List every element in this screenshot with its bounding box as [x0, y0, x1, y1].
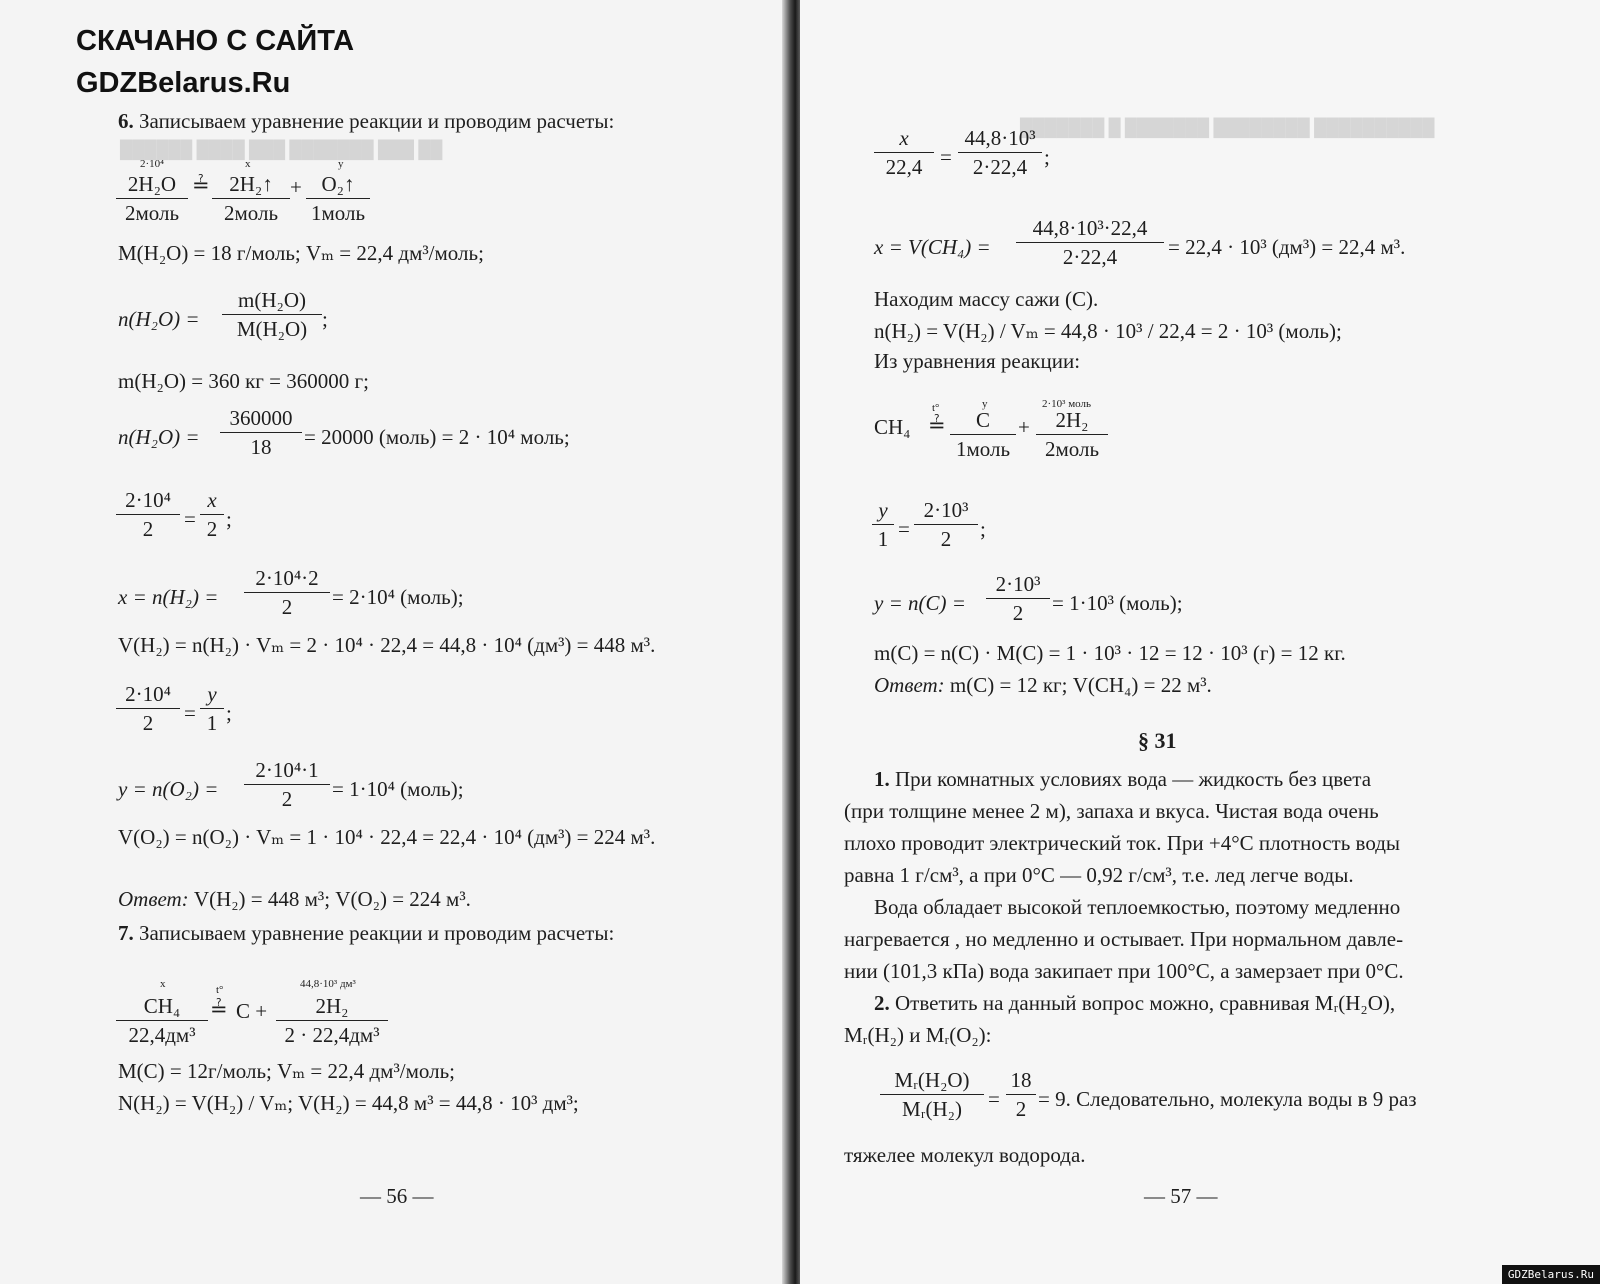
eq1-above-h2o: 2·10⁴	[140, 158, 164, 170]
eq3-c: C	[950, 406, 1016, 435]
p1-line-1-text: При комнатных условиях вода — жидкость без цвета	[895, 767, 1372, 791]
prop3-num-right: 2·10³	[914, 496, 978, 525]
prop3-num-left: y	[872, 496, 894, 525]
prop3-end: ;	[980, 517, 986, 541]
line-find-soot: Находим массу сажи (C).	[874, 287, 1099, 311]
prop3-frac-left	[872, 496, 894, 553]
eq2-h2-den: 2 · 22,4дм³	[284, 1023, 380, 1047]
bleed-through-text: ██████████ ████████ ███████ █ ███████	[1020, 118, 1435, 137]
prop2-eq: =	[184, 701, 196, 725]
line-mass-water: m(H₂O) = 360 кг = 360000 г;	[118, 369, 369, 393]
eq3-above-c: y	[982, 398, 988, 410]
y-lhs: y = n(O₂) =	[118, 777, 219, 801]
eq2-ch4-den: 22,4дм³	[128, 1023, 196, 1047]
eq2-above-h2: 44,8·10³ дм³	[300, 978, 356, 990]
prop2-end: ;	[226, 701, 232, 725]
ratio-denominator: Mᵣ(H₂)	[902, 1097, 962, 1121]
paragraph-1-line-2: (при толщине менее 2 м), запаха и вкуса. Чистая вода очень	[844, 799, 1379, 823]
line-mass-carbon: m(C) = n(C) · M(C) = 1 · 10³ · 12 = 12 · 10³ (г) = 12 кг.	[874, 641, 1346, 665]
prop2-frac-right	[200, 680, 224, 737]
paragraph-3-line-1	[874, 990, 1395, 1016]
prop2-num-right: y	[200, 680, 224, 709]
vch4-fraction	[1016, 214, 1164, 271]
site-corner-mark: GDZBelarus.Ru	[1502, 1265, 1600, 1284]
eq1-above-h2: x	[245, 158, 251, 170]
eq3-h2-frac	[1036, 406, 1108, 463]
eq3-arrow: ≟	[928, 413, 946, 437]
ratio-frac-right	[1006, 1066, 1036, 1123]
x-lhs: x = n(H₂) =	[118, 585, 219, 609]
prop1-eq: =	[184, 507, 196, 531]
line-molar-carbon: M(C) = 12г/моль; Vₘ = 22,4 дм³/моль;	[118, 1059, 456, 1083]
eq1-h2-den: 2моль	[223, 201, 279, 225]
eq1-h2o-den: 2моль	[124, 201, 180, 225]
page-number-left: — 56 —	[360, 1184, 434, 1208]
n-h2o-end: ;	[322, 307, 328, 331]
eq2-ch4-frac	[116, 992, 208, 1049]
f1-num-right: 44,8·10³	[958, 124, 1042, 153]
q7-heading	[118, 920, 614, 946]
eq2-arrow: ≟	[210, 997, 228, 1021]
n-h2o-denominator: M(H₂O)	[236, 317, 308, 341]
n-calc-numerator: 360000	[220, 404, 302, 433]
line-volume-o2: V(O₂) = n(O₂) · Vₘ = 1 · 10⁴ · 22,4 = 22,4 · 10⁴ (дм³) = 224 м³.	[118, 825, 656, 849]
f1-end: ;	[1044, 145, 1050, 169]
prop3-den-right: 2	[940, 527, 952, 551]
q6-number: 6.	[118, 109, 134, 133]
f1-frac-left	[874, 124, 934, 181]
eq3-c-frac	[950, 406, 1016, 463]
x-numerator: 2·10⁴·2	[244, 564, 330, 593]
p3-line-1-text: Ответить на данный вопрос можно, сравнивая Mᵣ(H₂O),	[895, 991, 1396, 1015]
vch4-denominator: 2·22,4	[1062, 245, 1118, 269]
yc-lhs: y = n(C) =	[874, 591, 966, 615]
prop2-den-left: 2	[142, 711, 154, 735]
prop1-end: ;	[226, 507, 232, 531]
f1-eq: =	[940, 145, 952, 169]
f1-frac-right	[958, 124, 1042, 181]
x-fraction	[244, 564, 330, 621]
right-page	[800, 0, 1600, 1284]
vch4-lhs: x = V(CH₄) =	[874, 235, 991, 259]
n-calc-denominator: 18	[250, 435, 272, 459]
q7-number: 7.	[118, 921, 134, 945]
n-h2o-numerator: m(H₂O)	[222, 286, 322, 315]
yc-rhs: = 1·10³ (моль);	[1052, 591, 1183, 615]
eq3-plus: +	[1018, 415, 1030, 439]
eq1-o2-den: 1моль	[310, 201, 366, 225]
ratio-numerator: Mᵣ(H₂O)	[880, 1066, 984, 1095]
prop1-num-left: 2·10⁴	[116, 486, 180, 515]
eq1-h2-frac	[212, 170, 290, 227]
f1-den-right: 2·22,4	[972, 155, 1028, 179]
paragraph-2-line-3: нии (101,3 кПа) вода закипает при 100°C, а замерзает при 0°C.	[844, 959, 1404, 983]
eq1-above-o2: y	[338, 158, 344, 170]
left-page	[0, 0, 792, 1284]
ratio-frac-left	[880, 1066, 984, 1123]
vch4-numerator: 44,8·10³·22,4	[1016, 214, 1164, 243]
eq1-o2-frac	[306, 170, 370, 227]
prop3-eq: =	[898, 517, 910, 541]
q7-text: Записываем уравнение реакции и проводим расчеты:	[139, 921, 615, 945]
yc-numerator: 2·10³	[986, 570, 1050, 599]
watermark-line-2: GDZBelarus.Ru	[76, 67, 291, 99]
n-calc-lhs: n(H₂O) =	[118, 425, 200, 449]
line-n-h2: n(H₂) = V(H₂) / Vₘ = 44,8 · 10³ / 22,4 = 2 · 10³ (моль);	[874, 319, 1342, 343]
line-volume-h2: V(H₂) = n(H₂) · Vₘ = 2 · 10⁴ · 22,4 = 44,8 · 10⁴ (дм³) = 448 м³.	[118, 633, 656, 657]
y-numerator: 2·10⁴·1	[244, 756, 330, 785]
eq2-ch4: CH₄	[116, 992, 208, 1021]
yc-denominator: 2	[1012, 601, 1024, 625]
q6-heading	[118, 108, 614, 134]
eq3-ch4: CH₄	[874, 415, 911, 439]
section-title: § 31	[1138, 728, 1177, 753]
eq2-h2: 2H₂	[276, 992, 388, 1021]
eq1-h2o: 2H₂O	[116, 170, 188, 199]
eq2-above-x: x	[160, 978, 166, 990]
n-h2o-fraction	[222, 286, 322, 343]
paragraph-2-line-2: нагревается , но медленно и остывает. При нормальном давле-	[844, 927, 1404, 951]
yc-fraction	[986, 570, 1050, 627]
ratio-numerator-2: 18	[1006, 1066, 1036, 1095]
eq2-h2-frac	[276, 992, 388, 1049]
prop1-den-right: 2	[206, 517, 218, 541]
prop3-frac-right	[914, 496, 978, 553]
bleed-through-text: ██ ███ ███████ ███ ████ ██████	[120, 140, 443, 159]
eq3-h2-den: 2моль	[1044, 437, 1100, 461]
eq2-temperature: t°	[216, 984, 224, 996]
answer-label: Ответ:	[874, 673, 945, 697]
eq1-h2o-frac	[116, 170, 188, 227]
eq1-h2: 2H₂↑	[212, 170, 290, 199]
vch4-rhs: = 22,4 · 10³ (дм³) = 22,4 м³.	[1168, 235, 1406, 259]
x-denominator: 2	[281, 595, 293, 619]
eq3-above-h2: 2·10³ моль	[1042, 398, 1092, 410]
y-rhs: = 1·10⁴ (моль);	[332, 777, 464, 801]
p1-number: 1.	[874, 767, 890, 791]
prop1-den-left: 2	[142, 517, 154, 541]
page-number-right: — 57 —	[1144, 1184, 1218, 1208]
y-fraction	[244, 756, 330, 813]
f1-den-left: 22,4	[885, 155, 923, 179]
prop1-frac-right	[200, 486, 224, 543]
eq3-c-den: 1моль	[955, 437, 1011, 461]
q6-text: Записываем уравнение реакции и проводим расчеты:	[139, 109, 615, 133]
n-h2o-lhs: n(H₂O) =	[118, 307, 200, 331]
answer-q6	[118, 886, 471, 912]
line-from-equation: Из уравнения реакции:	[874, 349, 1081, 373]
paragraph-2-line-1: Вода обладает высокой теплоемкостью, поэтому медленно	[874, 895, 1401, 919]
watermark-line-1: СКАЧАНО С САЙТА	[76, 25, 355, 57]
n-calc-rhs: = 20000 (моль) = 2 · 10⁴ моль;	[304, 425, 570, 449]
eq1-o2: O₂↑	[306, 170, 370, 199]
p3-number: 2.	[874, 991, 890, 1015]
answer-label: Ответ:	[118, 887, 189, 911]
f1-num-left: x	[874, 124, 934, 153]
eq3-temperature: t°	[932, 402, 940, 414]
line-molar-mass: M(H₂O) = 18 г/моль; Vₘ = 22,4 дм³/моль;	[118, 241, 484, 265]
prop2-den-right: 1	[206, 711, 218, 735]
paragraph-3-line-2: Mᵣ(H₂) и Mᵣ(O₂):	[844, 1023, 992, 1047]
paragraph-1-line-4: равна 1 г/см³, а при 0°C — 0,92 г/см³, т.е. лед легче воды.	[844, 863, 1354, 887]
eq3-h2: 2H₂	[1036, 406, 1108, 435]
paragraph-3-last-line: тяжелее молекул водорода.	[844, 1143, 1086, 1167]
prop1-num-right: x	[200, 486, 224, 515]
prop3-den-left: 1	[877, 527, 889, 551]
ratio-denominator-2: 2	[1015, 1097, 1027, 1121]
line-n-h2: N(H₂) = V(H₂) / Vₘ; V(H₂) = 44,8 м³ = 44,8 · 10³ дм³;	[118, 1091, 579, 1115]
ratio-rhs: = 9. Следовательно, молекула воды в 9 раз	[1038, 1087, 1417, 1111]
paragraph-1-line-3: плохо проводит электрический ток. При +4°C плотность воды	[844, 831, 1401, 855]
answer-text: m(C) = 12 кг; V(CH₄) = 22 м³.	[949, 673, 1212, 697]
eq1-arrow: ≟	[192, 173, 210, 197]
answer-text: V(H₂) = 448 м³; V(O₂) = 224 м³.	[193, 887, 471, 911]
n-calc-fraction	[220, 404, 302, 461]
prop2-num-left: 2·10⁴	[116, 680, 180, 709]
prop1-frac-left	[116, 486, 180, 543]
paragraph-1-line-1	[874, 766, 1371, 792]
y-denominator: 2	[281, 787, 293, 811]
eq1-plus: +	[290, 175, 302, 199]
prop2-frac-left	[116, 680, 180, 737]
eq2-c-plus: C +	[236, 999, 268, 1023]
answer-q7	[874, 672, 1212, 698]
ratio-eq: =	[988, 1087, 1000, 1111]
x-rhs: = 2·10⁴ (моль);	[332, 585, 464, 609]
